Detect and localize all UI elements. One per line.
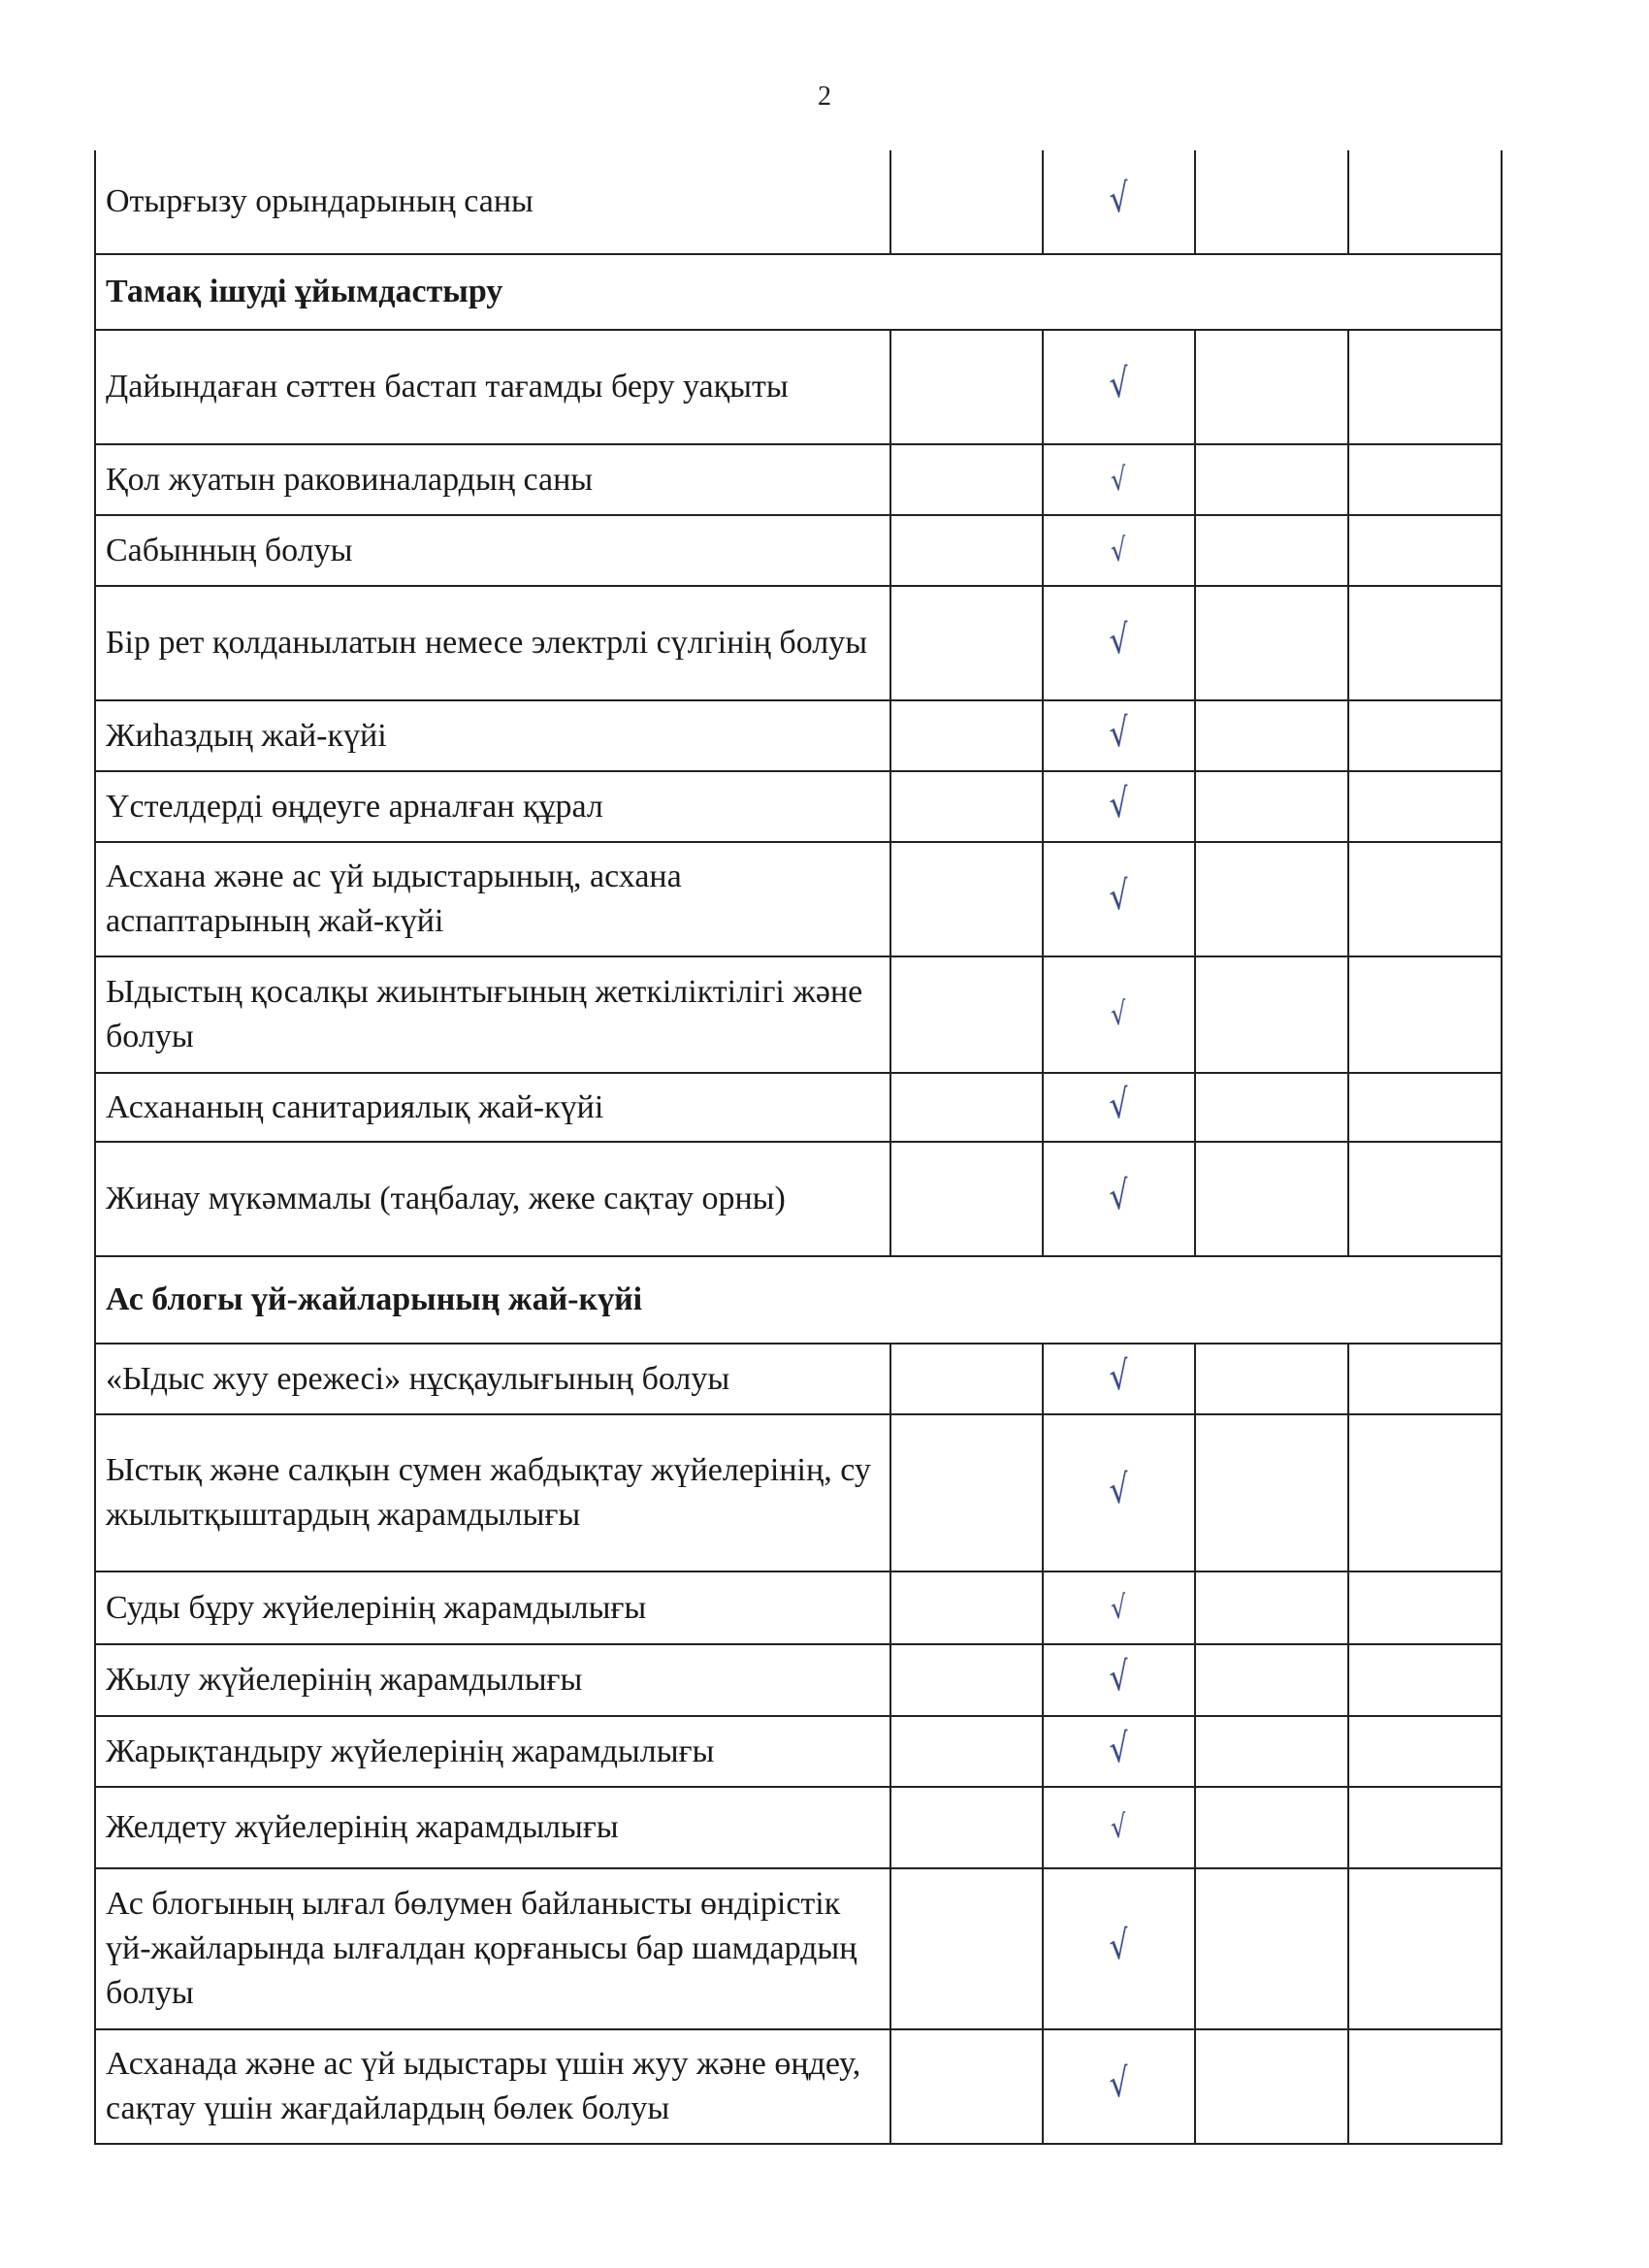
item-label: Асханада және ас үй ыдыстары үшін жуу және өңдеу, сақтау үшін жағдайлардың бөлек болуы bbox=[95, 2029, 890, 2144]
empty-cell bbox=[890, 842, 1043, 956]
item-label: Бір рет қолданылатын немесе электрлі сүлгінің болуы bbox=[95, 586, 890, 700]
empty-cell bbox=[1195, 1344, 1348, 1414]
item-label: Дайындаған сәттен бастап тағамды беру уақыты bbox=[95, 330, 890, 444]
mark-cell bbox=[1043, 1571, 1195, 1644]
empty-cell bbox=[1348, 700, 1502, 771]
item-label: Жылу жүйелерінің жарамдылығы bbox=[95, 1644, 890, 1716]
empty-cell bbox=[1195, 1787, 1348, 1868]
mark-cell bbox=[1043, 700, 1195, 771]
empty-cell bbox=[1348, 1716, 1502, 1787]
empty-cell bbox=[1348, 1344, 1502, 1414]
table-row bbox=[95, 330, 1502, 444]
mark-cell bbox=[1043, 515, 1195, 586]
empty-cell bbox=[1195, 700, 1348, 771]
empty-cell bbox=[890, 1787, 1043, 1868]
empty-cell bbox=[890, 515, 1043, 586]
checkmark-icon: √ bbox=[1109, 1807, 1129, 1846]
table-row bbox=[95, 586, 1502, 700]
section-row bbox=[95, 1256, 1502, 1344]
checkmark-icon: √ bbox=[1109, 994, 1129, 1033]
item-label: Қол жуатын раковиналардың саны bbox=[95, 444, 890, 515]
empty-cell bbox=[890, 1868, 1043, 2029]
item-label: Желдету жүйелерінің жарамдылығы bbox=[95, 1787, 890, 1868]
table-row bbox=[95, 1644, 1502, 1716]
mark-cell bbox=[1043, 771, 1195, 842]
mark-cell bbox=[1043, 1868, 1195, 2029]
checkmark-icon: √ bbox=[1107, 2059, 1131, 2108]
table-row bbox=[95, 842, 1502, 956]
empty-cell bbox=[1195, 1571, 1348, 1644]
empty-cell bbox=[890, 1142, 1043, 1256]
checkmark-icon: √ bbox=[1109, 530, 1129, 569]
item-label: Жиһаздың жай-күйі bbox=[95, 700, 890, 771]
table-row bbox=[95, 771, 1502, 842]
table-row bbox=[95, 1142, 1502, 1256]
empty-cell bbox=[1348, 150, 1502, 254]
empty-cell bbox=[890, 1644, 1043, 1716]
item-label: Жинау мүкәммалы (таңбалау, жеке сақтау орны) bbox=[95, 1142, 890, 1256]
mark-cell bbox=[1043, 1414, 1195, 1571]
empty-cell bbox=[890, 330, 1043, 444]
checkmark-icon: √ bbox=[1107, 1352, 1131, 1400]
checkmark-icon: √ bbox=[1107, 1725, 1131, 1772]
empty-cell bbox=[890, 586, 1043, 700]
checkmark-icon: √ bbox=[1107, 616, 1131, 664]
item-label: Ыдыстың қосалқы жиынтығының жеткіліктілігі және болуы bbox=[95, 956, 890, 1073]
mark-cell bbox=[1043, 842, 1195, 956]
item-label: Ыстық және салқын сумен жабдықтау жүйелерінің, су жылытқыштардың жарамдылығы bbox=[95, 1414, 890, 1571]
empty-cell bbox=[890, 150, 1043, 254]
item-label: Үстелдерді өңдеуге арналған құрал bbox=[95, 771, 890, 842]
empty-cell bbox=[1195, 1644, 1348, 1716]
empty-cell bbox=[1195, 1073, 1348, 1142]
empty-cell bbox=[1348, 586, 1502, 700]
empty-cell bbox=[1348, 1073, 1502, 1142]
table-row bbox=[95, 150, 1502, 254]
checklist-table bbox=[94, 150, 1503, 2145]
empty-cell bbox=[1195, 1414, 1348, 1571]
empty-cell bbox=[890, 1716, 1043, 1787]
empty-cell bbox=[890, 1344, 1043, 1414]
page-number: 2 bbox=[818, 81, 831, 112]
empty-cell bbox=[1195, 771, 1348, 842]
empty-cell bbox=[1348, 515, 1502, 586]
empty-cell bbox=[1195, 2029, 1348, 2144]
empty-cell bbox=[1348, 842, 1502, 956]
empty-cell bbox=[1348, 1142, 1502, 1256]
checkmark-icon: √ bbox=[1107, 1466, 1131, 1514]
empty-cell bbox=[890, 700, 1043, 771]
checkmark-icon: √ bbox=[1107, 1922, 1131, 1970]
checkmark-icon: √ bbox=[1107, 780, 1131, 827]
empty-cell bbox=[1195, 330, 1348, 444]
empty-cell bbox=[1195, 150, 1348, 254]
empty-cell bbox=[890, 2029, 1043, 2144]
table-row bbox=[95, 1414, 1502, 1571]
empty-cell bbox=[1348, 1414, 1502, 1571]
section-heading: Ас блогы үй-жайларының жай-күйі bbox=[95, 1256, 1502, 1344]
empty-cell bbox=[890, 1414, 1043, 1571]
empty-cell bbox=[1195, 1868, 1348, 2029]
item-label: Суды бұру жүйелерінің жарамдылығы bbox=[95, 1571, 890, 1644]
table-row bbox=[95, 444, 1502, 515]
empty-cell bbox=[1348, 1571, 1502, 1644]
table-row bbox=[95, 1073, 1502, 1142]
checkmark-icon: √ bbox=[1109, 1587, 1129, 1627]
checkmark-icon: √ bbox=[1107, 709, 1131, 757]
table-row bbox=[95, 515, 1502, 586]
mark-cell bbox=[1043, 1716, 1195, 1787]
checkmark-icon: √ bbox=[1107, 1653, 1131, 1701]
table-row bbox=[95, 1344, 1502, 1414]
empty-cell bbox=[1195, 1142, 1348, 1256]
mark-cell bbox=[1043, 1644, 1195, 1716]
mark-cell bbox=[1043, 586, 1195, 700]
empty-cell bbox=[1348, 2029, 1502, 2144]
empty-cell bbox=[1348, 771, 1502, 842]
item-label: «Ыдыс жуу ережесі» нұсқаулығының болуы bbox=[95, 1344, 890, 1414]
empty-cell bbox=[890, 1073, 1043, 1142]
empty-cell bbox=[1348, 330, 1502, 444]
table-row bbox=[95, 1716, 1502, 1787]
checkmark-icon: √ bbox=[1107, 1172, 1131, 1220]
empty-cell bbox=[890, 1571, 1043, 1644]
empty-cell bbox=[1195, 956, 1348, 1073]
mark-cell bbox=[1043, 1142, 1195, 1256]
table-row bbox=[95, 2029, 1502, 2144]
mark-cell bbox=[1043, 956, 1195, 1073]
table-row bbox=[95, 1571, 1502, 1644]
empty-cell bbox=[1195, 515, 1348, 586]
empty-cell bbox=[1195, 1716, 1348, 1787]
table-row bbox=[95, 700, 1502, 771]
empty-cell bbox=[1348, 956, 1502, 1073]
empty-cell bbox=[1348, 1868, 1502, 2029]
empty-cell bbox=[1348, 1644, 1502, 1716]
mark-cell bbox=[1043, 330, 1195, 444]
checkmark-icon: √ bbox=[1107, 872, 1131, 921]
item-label: Ас блогының ылғал бөлумен байланысты өндірістік үй-жайларында ылғалдан қорғанысы бар шамдардың болуы bbox=[95, 1868, 890, 2029]
mark-cell bbox=[1043, 1344, 1195, 1414]
empty-cell bbox=[1195, 586, 1348, 700]
table-row bbox=[95, 1787, 1502, 1868]
item-label: Отырғызу орындарының саны bbox=[95, 150, 890, 254]
empty-cell bbox=[1195, 842, 1348, 956]
checkmark-icon: √ bbox=[1107, 1081, 1131, 1128]
empty-cell bbox=[1348, 1787, 1502, 1868]
mark-cell bbox=[1043, 1787, 1195, 1868]
empty-cell bbox=[1348, 444, 1502, 515]
section-row bbox=[95, 254, 1502, 330]
section-heading: Тамақ ішуді ұйымдастыру bbox=[95, 254, 1502, 330]
mark-cell bbox=[1043, 1073, 1195, 1142]
checkmark-icon: √ bbox=[1107, 175, 1131, 223]
empty-cell bbox=[1195, 444, 1348, 515]
table-row bbox=[95, 956, 1502, 1073]
item-label: Сабынның болуы bbox=[95, 515, 890, 586]
empty-cell bbox=[890, 771, 1043, 842]
mark-cell bbox=[1043, 2029, 1195, 2144]
empty-cell bbox=[890, 444, 1043, 515]
mark-cell bbox=[1043, 150, 1195, 254]
checkmark-icon: √ bbox=[1107, 360, 1131, 408]
mark-cell bbox=[1043, 444, 1195, 515]
table-row bbox=[95, 1868, 1502, 2029]
item-label: Жарықтандыру жүйелерінің жарамдылығы bbox=[95, 1716, 890, 1787]
checkmark-icon: √ bbox=[1109, 459, 1129, 499]
item-label: Асхананың санитариялық жай-күйі bbox=[95, 1073, 890, 1142]
empty-cell bbox=[890, 956, 1043, 1073]
item-label: Асхана және ас үй ыдыстарының, асхана аспаптарының жай-күйі bbox=[95, 842, 890, 956]
